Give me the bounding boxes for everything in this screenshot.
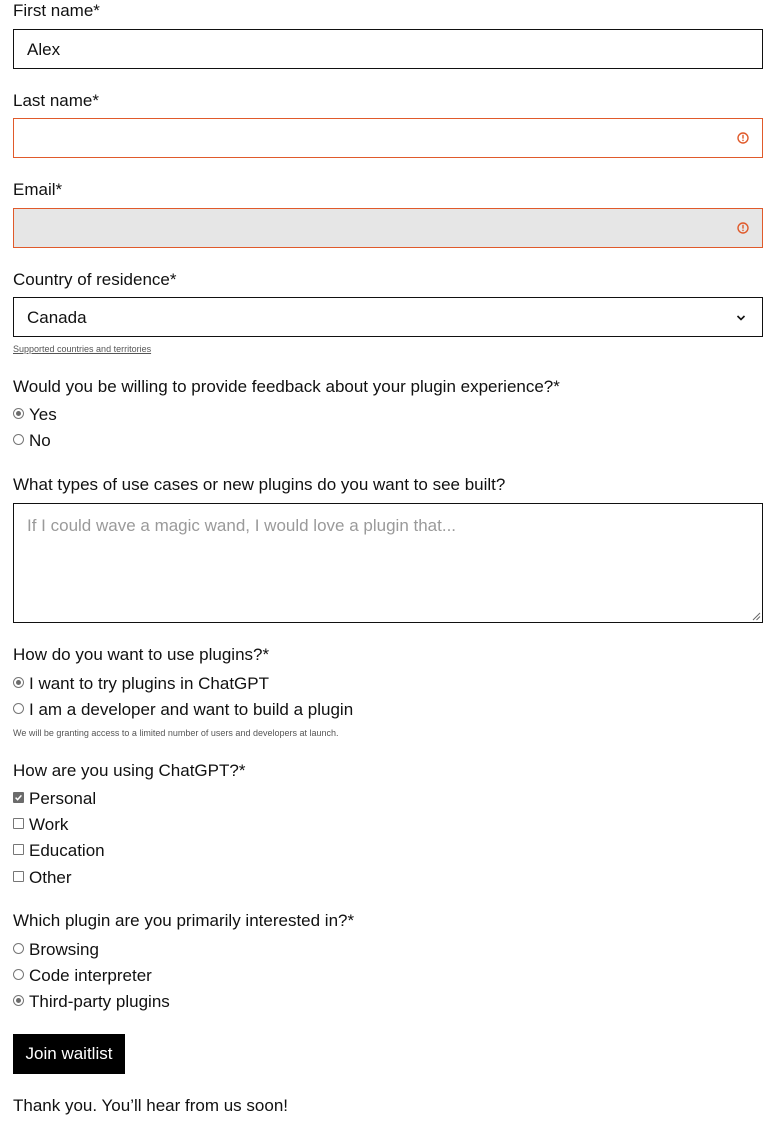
radio-button[interactable]	[13, 943, 24, 954]
last-name-input[interactable]	[13, 118, 763, 158]
plugin-option-code-interpreter[interactable]	[13, 965, 152, 987]
feedback-option-yes[interactable]	[13, 404, 57, 426]
supported-countries-link[interactable]: Supported countries and territories	[13, 344, 152, 354]
email-input[interactable]	[13, 208, 763, 248]
chatgpt-usage-option-education[interactable]	[13, 840, 105, 862]
plugin-option-third-party[interactable]	[13, 991, 170, 1013]
radio-button[interactable]	[13, 969, 24, 980]
checkmark-icon	[14, 793, 23, 802]
option-label: Other	[29, 868, 72, 887]
option-label: I am a developer and want to build a plugin	[29, 700, 354, 719]
option-label: Yes	[29, 405, 57, 424]
checkbox[interactable]	[13, 792, 24, 803]
email-label: Email*	[13, 180, 63, 199]
radio-button[interactable]	[13, 434, 24, 445]
chevron-down-icon	[735, 313, 747, 323]
option-label: No	[29, 431, 51, 450]
country-select[interactable]	[13, 297, 763, 337]
access-note: We will be granting access to a limited number of users and developers at launch.	[13, 728, 339, 738]
option-label: Work	[29, 815, 69, 834]
plugin-interest-question: Which plugin are you primarily interested in?*	[13, 911, 355, 930]
radio-button[interactable]	[13, 408, 24, 419]
option-label: Personal	[29, 789, 97, 808]
use-cases-textarea[interactable]	[13, 503, 763, 623]
error-circle-icon	[737, 222, 749, 234]
option-label: Education	[29, 841, 105, 860]
usage-question: How do you want to use plugins?*	[13, 645, 270, 664]
usage-option-developer[interactable]	[13, 699, 353, 721]
feedback-option-no[interactable]	[13, 430, 51, 452]
checkbox[interactable]	[13, 844, 24, 855]
resize-grip-icon[interactable]	[751, 611, 761, 621]
feedback-question: Would you be willing to provide feedback about your plugin experience?*	[13, 377, 560, 396]
country-selected-value: Canada	[27, 308, 87, 327]
confirmation-message: Thank you. You’ll hear from us soon!	[13, 1096, 288, 1115]
option-label: Code interpreter	[29, 966, 152, 985]
chatgpt-usage-option-personal[interactable]	[13, 788, 96, 810]
option-label: I want to try plugins in ChatGPT	[29, 674, 269, 693]
first-name-label: First name*	[13, 1, 100, 20]
option-label: Browsing	[29, 940, 99, 959]
use-cases-placeholder: If I could wave a magic wand, I would love a plugin that...	[27, 516, 457, 535]
plugin-option-browsing[interactable]	[13, 939, 99, 961]
join-waitlist-button[interactable]: Join waitlist	[13, 1034, 125, 1074]
radio-button[interactable]	[13, 677, 24, 688]
usage-option-try[interactable]	[13, 673, 269, 695]
first-name-input[interactable]	[13, 29, 763, 69]
last-name-label: Last name*	[13, 91, 99, 110]
error-circle-icon	[737, 132, 749, 144]
radio-button[interactable]	[13, 703, 24, 714]
chatgpt-usage-question: How are you using ChatGPT?*	[13, 761, 246, 780]
country-label: Country of residence*	[13, 270, 177, 289]
use-cases-question: What types of use cases or new plugins do you want to see built?	[13, 475, 506, 494]
checkbox[interactable]	[13, 818, 24, 829]
chatgpt-usage-option-work[interactable]	[13, 814, 68, 836]
radio-button[interactable]	[13, 995, 24, 1006]
first-name-value: Alex	[27, 40, 61, 59]
chatgpt-usage-option-other[interactable]	[13, 867, 72, 889]
option-label: Third-party plugins	[29, 992, 170, 1011]
checkbox[interactable]	[13, 871, 24, 882]
